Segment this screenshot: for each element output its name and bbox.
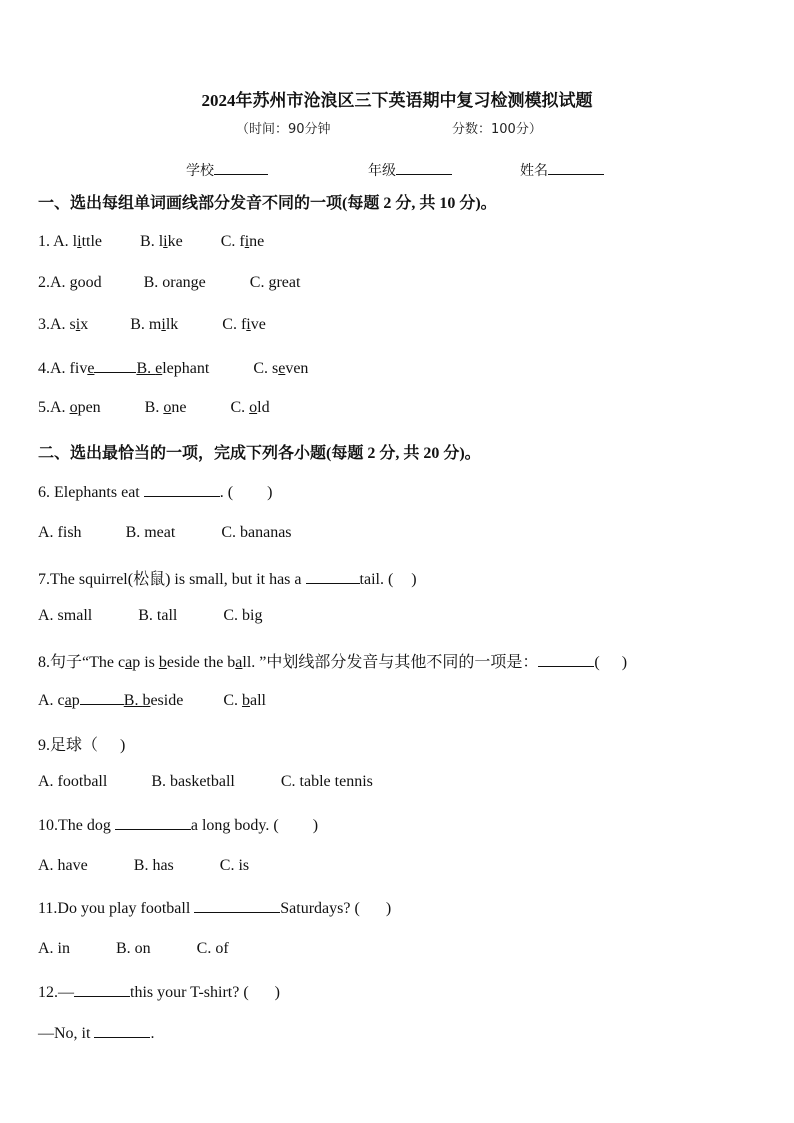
option-a: A. little bbox=[53, 233, 103, 250]
option-a: A. five bbox=[50, 360, 95, 377]
option-a: A. fish bbox=[38, 524, 82, 541]
question-8-options bbox=[38, 690, 266, 710]
grade-label: 年级 bbox=[368, 163, 396, 179]
option-b: B. milk bbox=[130, 316, 179, 333]
option-c: C. fine bbox=[220, 233, 265, 250]
option-b: B. like bbox=[140, 233, 183, 250]
question-4 bbox=[38, 358, 308, 378]
section-2-heading: 二、选出最恰当的一项，完成下列各小题(每题 2 分, 共 20 分)。 bbox=[38, 445, 481, 462]
underline-gap bbox=[94, 358, 136, 373]
question-7: 7.The squirrel(松鼠) is small, but it has a tail. ( ) bbox=[38, 571, 417, 588]
school-label: 学校 bbox=[186, 163, 214, 179]
option-c: C. table tennis bbox=[280, 773, 373, 790]
question-7-options bbox=[38, 607, 262, 625]
option-b: B. has bbox=[133, 857, 174, 874]
option-a: A. six bbox=[50, 316, 89, 333]
question-6-options bbox=[38, 524, 292, 542]
exam-time: （时间：90分钟 bbox=[236, 122, 331, 137]
answer-blank[interactable] bbox=[538, 652, 594, 667]
grade-field bbox=[368, 160, 452, 180]
question-3 bbox=[38, 316, 266, 334]
question-10: 10.The dog a long body. ( ) bbox=[38, 817, 319, 834]
option-c: C. is bbox=[219, 857, 250, 874]
answer-blank[interactable] bbox=[194, 898, 280, 913]
school-blank[interactable] bbox=[214, 160, 268, 175]
question-8: 8.句子“The cap is beside the ball. ”中划线部分发音与其他不同的一项是： ( ) bbox=[38, 654, 628, 671]
grade-blank[interactable] bbox=[396, 160, 452, 175]
question-6: 6. Elephants eat . ( ) bbox=[38, 484, 273, 501]
option-a: A. have bbox=[38, 857, 88, 874]
name-field bbox=[520, 160, 604, 180]
option-a: A. football bbox=[38, 773, 108, 790]
question-10-options bbox=[38, 857, 249, 875]
option-c: C. old bbox=[230, 399, 270, 416]
section-1-heading: 一、选出每组单词画线部分发音不同的一项(每题 2 分, 共 10 分)。 bbox=[38, 195, 497, 212]
question-11: 11.Do you play football Saturdays? ( ) bbox=[38, 900, 392, 917]
option-b: B. orange bbox=[143, 274, 206, 291]
option-b: B. beside bbox=[123, 692, 184, 709]
answer-blank[interactable] bbox=[306, 569, 360, 584]
option-b: B. one bbox=[144, 399, 187, 416]
option-a: A. small bbox=[38, 607, 93, 624]
option-a: A. open bbox=[50, 399, 101, 416]
option-c: C. ball bbox=[223, 692, 266, 709]
option-b: B. on bbox=[116, 940, 151, 957]
question-12-reply: —No, it . bbox=[38, 1025, 155, 1042]
question-12: 12.— this your T-shirt? ( ) bbox=[38, 984, 280, 1001]
question-number: 5. bbox=[38, 399, 50, 416]
option-a: A. good bbox=[50, 274, 102, 291]
question-number: 1. bbox=[38, 233, 54, 250]
question-5 bbox=[38, 399, 270, 417]
option-a: A. in bbox=[38, 940, 70, 957]
option-b: B. basketball bbox=[151, 773, 235, 790]
option-b: B. tall bbox=[138, 607, 178, 624]
question-2 bbox=[38, 274, 300, 292]
question-number: 3. bbox=[38, 316, 50, 333]
school-field bbox=[186, 160, 268, 180]
question-9: 9.足球（ ) bbox=[38, 737, 126, 754]
underline-gap bbox=[80, 690, 124, 705]
option-b: B. meat bbox=[125, 524, 176, 541]
question-number: 2. bbox=[38, 274, 50, 291]
answer-blank[interactable] bbox=[74, 982, 130, 997]
question-number: 4. bbox=[38, 360, 50, 377]
question-1 bbox=[38, 233, 264, 251]
name-blank[interactable] bbox=[548, 160, 604, 175]
answer-blank[interactable] bbox=[144, 482, 220, 497]
question-11-options bbox=[38, 940, 229, 958]
exam-score: 分数：100分） bbox=[452, 122, 542, 137]
answer-blank[interactable] bbox=[115, 815, 191, 830]
option-c: C. five bbox=[222, 316, 266, 333]
option-c: C. seven bbox=[253, 360, 309, 377]
option-b: B. elephant bbox=[136, 360, 210, 377]
option-c: C. big bbox=[223, 607, 263, 624]
page-title: 2024年苏州市沧浪区三下英语期中复习检测模拟试题 bbox=[201, 91, 593, 110]
option-c: C. of bbox=[196, 940, 229, 957]
option-a: A. cap bbox=[38, 692, 80, 709]
name-label: 姓名 bbox=[520, 163, 548, 179]
option-c: C. bananas bbox=[221, 524, 292, 541]
question-9-options bbox=[38, 773, 373, 791]
option-c: C. great bbox=[249, 274, 301, 291]
answer-blank[interactable] bbox=[94, 1023, 150, 1038]
